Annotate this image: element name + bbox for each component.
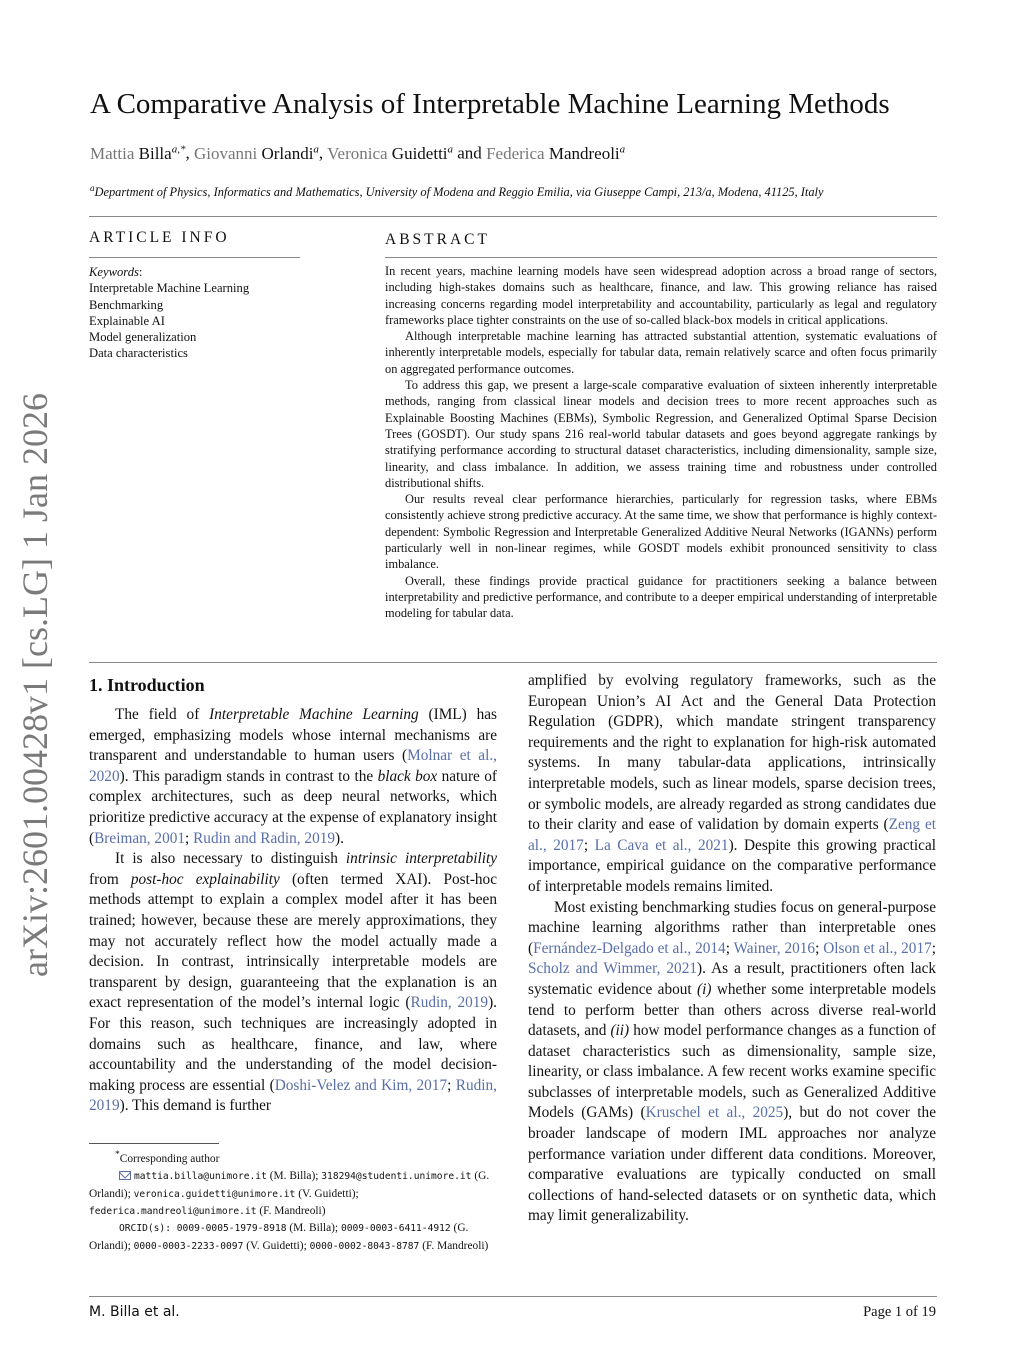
author-first-name: Veronica — [327, 143, 388, 163]
author-separator: and — [453, 143, 487, 163]
text-run: The field of — [115, 706, 210, 723]
text-run: (IML) has emerged, emphasizing models whose internal mechanisms are transparent and understandable to human users ( — [89, 706, 497, 765]
citation-link[interactable]: Breiman, 2001 — [94, 829, 186, 847]
page-number: Page 1 of 19 — [863, 1304, 936, 1320]
abstract-paragraph: To address this gap, we present a large-scale comparative evaluation of sixteen inherently interpretable methods, ranging from classical linear models and decision trees to more recent approaches such as Explainable Boosting Machines (EBMs), Symbolic Regression, and Generalized Optimal Sparse Decision Trees (GOSDT). Our study spans 216 real-world tabular datasets and goes beyond aggregate rankings by stratifying performance according to structural dataset characteristics, including dimensionality, sample size, linearity, and class imbalance. In addition, we assess training time and robustness under controlled distributional shifts. — [385, 378, 937, 490]
citation-link[interactable]: Molnar et al., 2020 — [89, 747, 497, 785]
author-affiliation-marker: a — [313, 143, 319, 155]
text-run: ). As a result, practitioners often lack systematic evidence about — [528, 960, 937, 998]
text-run: from — [89, 870, 131, 888]
keyword: Data characteristics — [89, 346, 188, 361]
citation-link[interactable]: Fernández-Delgado et al., 2014 — [533, 939, 726, 957]
running-footer-authors: M. Billa et al. — [89, 1304, 180, 1320]
text-run: ; — [815, 939, 824, 957]
monospace-text: veronica.guidetti@unimore.it — [133, 1188, 296, 1200]
text-run: ). This paradigm stands in contrast to the — [119, 767, 378, 785]
emphasis-text: post-hoc explainability — [130, 870, 280, 888]
footnote-divider — [89, 1143, 219, 1144]
text-run: (F. Mandreoli) — [419, 1239, 489, 1252]
citation-link[interactable]: Zeng et al., 2017 — [528, 816, 936, 854]
affiliation-text: Department of Physics, Informatics and Mathematics, University of Modena and Reggio Emilia, via Giuseppe Campi, 213/a, Modena, 41125, Italy — [94, 185, 824, 200]
author-last-name: Billa — [138, 143, 172, 163]
abstract-end-divider — [89, 662, 937, 663]
paper-title: A Comparative Analysis of Interpretable Machine Learning Methods — [90, 88, 890, 120]
abstract-body — [385, 263, 937, 622]
keywords-list — [89, 280, 249, 361]
footnote-marker: * — [115, 1150, 120, 1160]
affiliation — [90, 183, 823, 200]
citation-link[interactable]: Wainer, 2016 — [733, 939, 816, 957]
intro-paragraph-3 — [528, 898, 936, 1228]
citation-link[interactable]: Kruschel et al., 2025 — [645, 1104, 784, 1122]
author-first-name: Mattia — [90, 143, 135, 163]
article-info-heading: ARTICLE INFO — [89, 229, 230, 246]
author-first-name: Giovanni — [193, 143, 258, 163]
footer-divider — [89, 1296, 937, 1297]
keyword: Interpretable Machine Learning — [89, 281, 250, 296]
text-run: (G. Orlandi); — [89, 1170, 490, 1200]
text-run: Most existing benchmarking studies focus on general-purpose machine learning algorithms rather than interpretable ones ( — [528, 898, 936, 957]
author-affiliation-marker: a — [447, 143, 454, 155]
text-run: whether some interpretable models tend to perform better than others across diverse real-world datasets, and — [528, 980, 936, 1040]
intro-paragraph-continued — [528, 671, 936, 898]
text-run: ; — [447, 1076, 456, 1094]
author-first-name: Federica — [486, 143, 545, 163]
keywords-label: Keywords — [89, 265, 139, 279]
author — [486, 144, 625, 163]
author — [327, 144, 453, 163]
section-heading-introduction: 1. Introduction — [89, 675, 205, 695]
citation-link[interactable]: Doshi-Velez and Kim, 2017 — [274, 1076, 448, 1094]
abstract-paragraph: Our results reveal clear performance hierarchies, particularly for regression tasks, where EBMs consistently achieve strong predictive accuracy. At the same time, we show that performance is highly context-dependent: Symbolic Regression and Interpretable Generalized Additive Neural Networks (IGANNs) perform particularly well in non-linear regimes, while GOSDT models exhibit pronounced sensitivity to class imbalance. — [385, 492, 937, 572]
monospace-text: 0009-0003-6411-4912 — [340, 1223, 451, 1235]
author — [194, 144, 319, 163]
monospace-text: mattia.billa@unimore.it — [134, 1171, 267, 1183]
text-run: ; — [725, 939, 734, 957]
abstract-heading: ABSTRACT — [385, 231, 490, 248]
author-affiliation-marker: a — [619, 143, 626, 155]
author-list — [90, 143, 625, 164]
monospace-text: federica.mandreoli@unimore.it — [89, 1206, 257, 1218]
monospace-text: 0000-0003-2233-0097 — [133, 1240, 244, 1252]
keyword: Benchmarking — [89, 297, 164, 312]
footnote-emails — [89, 1168, 497, 1220]
corresponding-author-label: Corresponding author — [119, 1152, 220, 1165]
text-run: ). This demand is further — [119, 1097, 271, 1115]
author-affiliation-marker: a,* — [171, 143, 186, 155]
author-last-name: Orlandi — [261, 143, 314, 163]
monospace-text: 0009-0005-1979-8918 — [176, 1223, 287, 1235]
body-column-right — [528, 671, 936, 1227]
arxiv-stamp: arXiv:2601.00428v1 [cs.LG] 1 Jan 2026 — [15, 393, 55, 977]
affiliation-marker: a — [90, 183, 95, 193]
emphasis-text: (ii) — [610, 1022, 630, 1040]
author-separator: , — [318, 143, 328, 163]
text-run: ), but do not cover the broader landscape of modern IML approaches nor analyze performance variation under different data conditions. Moreover, comparative evaluations are typically conducted on small collections of hand-selected datasets or on synthetic data, which may limit generalizability. — [528, 1104, 936, 1225]
text-run: ; — [185, 829, 194, 847]
text-run: nature of complex architectures, such as deep neural networks, which prioritize predictive accuracy at the expense of explanatory insight ( — [89, 767, 497, 847]
author-last-name: Mandreoli — [548, 143, 620, 163]
intro-paragraph-2 — [89, 849, 497, 1117]
text-run: amplified by evolving regulatory frameworks, such as the European Union’s AI Act and the General Data Protection Regulation (GDPR), which mandate stringent transparency requirements and the right to explanation for high-risk automated systems. In many tabular-data applications, intrinsically interpretable models, such as linear models, sparse decision trees, or symbolic models, are already regarded as strong candidates due to their clarity and ease of validation by domain experts ( — [528, 672, 936, 834]
text-run: ). Despite this growing practical importance, empirical guidance on the comparative performance of interpretable models remains limited. — [528, 836, 937, 895]
text-run: ; — [931, 939, 936, 957]
mail-icon — [119, 1171, 131, 1180]
emphasis-text: intrinsic interpretability — [345, 850, 498, 868]
monospace-text: 318294@studenti.unimore.it — [321, 1171, 472, 1183]
abstract-paragraph: Although interpretable machine learning has attracted substantial attention, systematic evaluations of inherently interpretable models, especially for tabular data, remain relatively scarce and often focus primarily on aggregated performance outcomes. — [385, 329, 937, 376]
text-run: ). For this reason, such techniques are increasingly adopted in domains such as healthcare, finance, and law, where accountability and the understanding of the model decision-making process are essential ( — [89, 994, 497, 1094]
emphasis-text: (i) — [697, 980, 712, 998]
text-run: (often termed XAI). Post-hoc methods attempt to explain a complex model after it has been trained; however, because these are merely approximations, they may not accurately reflect how the model actually made a decision. In contrast, intrinsically interpretable models are transparent by design, guaranteeing that the explanation is an exact representation of the model’s internal logic ( — [89, 870, 497, 1012]
citation-link[interactable]: La Cava et al., 2021 — [594, 836, 729, 854]
abstract-divider — [385, 257, 937, 258]
intro-paragraph-1 — [89, 705, 497, 849]
citation-link[interactable]: Rudin and Radin, 2019 — [193, 829, 336, 847]
abstract-paragraph: Overall, these findings provide practical guidance for practitioners seeking a balance between interpretability and predictive performance, and contribute to a deeper empirical understanding of interpretable modeling for tabular data. — [385, 573, 937, 621]
citation-link[interactable]: Rudin, 2019 — [410, 994, 489, 1012]
author-separator: , — [185, 143, 194, 163]
monospace-text: 0000-0002-8043-8787 — [309, 1240, 420, 1252]
monospace-text: ORCID(s): — [119, 1223, 177, 1235]
footnote-orcids — [89, 1220, 497, 1255]
keyword: Model generalization — [89, 330, 197, 345]
author — [90, 144, 185, 163]
text-run: (M. Billa); — [286, 1222, 341, 1235]
text-run: how model performance changes as a function of dataset characteristics such as dimensionality, sample size, linearity, or class imbalance. A few recent works examine specific subclasses of interpretable models, such as Generalized Additive Models (GAMs) ( — [528, 1022, 936, 1122]
text-run: It is also necessary to distinguish — [115, 850, 346, 868]
text-run: ; — [583, 836, 595, 854]
text-run: (V. Guidetti); — [295, 1187, 359, 1200]
footnote — [89, 1147, 497, 1255]
text-run: (G. Orlandi); — [89, 1222, 469, 1252]
header-divider — [89, 216, 937, 217]
body-column-left — [89, 705, 497, 1117]
citation-link[interactable]: Rudin, 2019 — [89, 1076, 497, 1115]
emphasis-text: Interpretable Machine Learning — [209, 706, 419, 723]
citation-link[interactable]: Scholz and Wimmer, 2021 — [528, 960, 697, 978]
article-info-divider — [89, 257, 300, 258]
emphasis-text: black box — [377, 767, 438, 785]
text-run: (F. Mandreoli) — [256, 1205, 326, 1218]
text-run: (M. Billa); — [266, 1170, 322, 1183]
citation-link[interactable]: Olson et al., 2017 — [823, 939, 932, 957]
text-run: (V. Guidetti); — [243, 1239, 310, 1252]
abstract-paragraph: In recent years, machine learning models have seen widespread adoption across a broad range of sectors, including high-stakes domains such as healthcare, finance, and law. This growing reliance has raised increasing concerns regarding model interpretability and accountability, particularly as legal and regulatory frameworks place tighter constraints on the use of so-called black-box models in critical applications. — [385, 264, 937, 327]
keywords-block: Keywords: Interpretable Machine Learning Benchmarking Explainable AI Model generalization Data characteristics — [89, 265, 250, 361]
author-last-name: Guidetti — [391, 143, 448, 163]
keyword: Explainable AI — [89, 313, 165, 328]
text-run: ). — [335, 829, 344, 847]
